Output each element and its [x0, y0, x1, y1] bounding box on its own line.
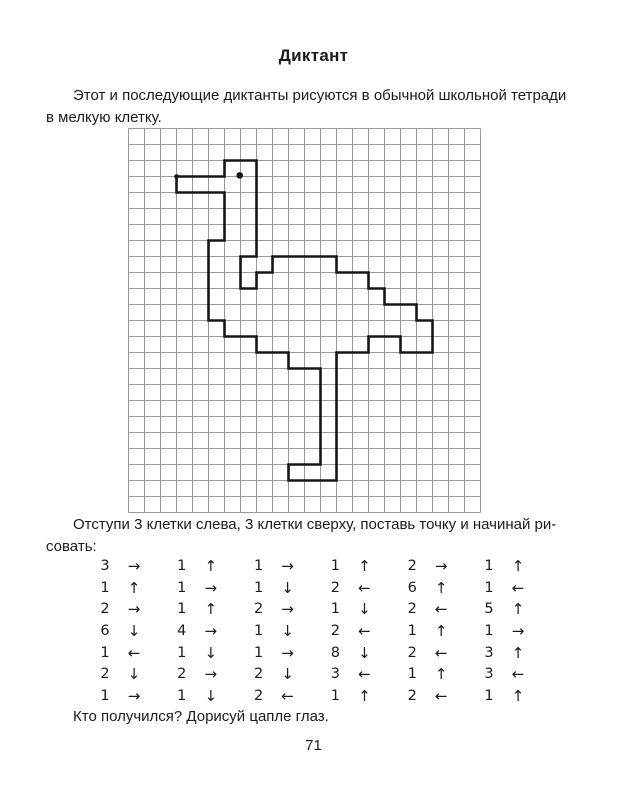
step-count: 2	[407, 557, 417, 574]
dictation-step	[481, 557, 558, 575]
dictation-step	[327, 600, 404, 618]
step-count: 1	[253, 579, 264, 596]
step-count: 1	[484, 579, 494, 596]
dictation-step	[251, 687, 328, 705]
start-point-dot	[174, 174, 179, 179]
dictation-step	[251, 665, 328, 683]
intro-line-1: Этот и последующие диктанты рисуются в обычной школьной тетради	[73, 87, 567, 104]
step-count: 1	[177, 557, 187, 574]
dictation-step	[251, 579, 328, 597]
dictation-step	[327, 665, 404, 683]
step-direction-arrow-icon: ↓	[204, 686, 218, 705]
dictation-grid	[128, 128, 481, 513]
step-count: 1	[253, 557, 264, 574]
dictation-step	[481, 579, 558, 597]
step-direction-arrow-icon: ↓	[127, 621, 141, 640]
dictation-row	[97, 663, 558, 685]
step-count: 1	[100, 579, 110, 596]
step-direction-arrow-icon: ↓	[127, 665, 141, 684]
dictation-step	[481, 644, 558, 662]
dictation-step	[174, 687, 251, 705]
step-direction-arrow-icon: ←	[434, 643, 448, 662]
dictation-step	[251, 557, 328, 575]
dictation-step	[327, 622, 404, 640]
step-direction-arrow-icon: ↑	[127, 578, 141, 597]
dictation-steps-table	[97, 555, 558, 707]
step-count: 2	[177, 666, 187, 683]
dictation-row	[97, 598, 558, 620]
page-number: 71	[305, 737, 322, 754]
dictation-step	[404, 579, 481, 597]
dictation-step	[404, 665, 481, 683]
dictation-step	[97, 579, 174, 597]
step-direction-arrow-icon: ↓	[204, 643, 218, 662]
step-direction-arrow-icon: ←	[127, 643, 141, 662]
dictation-step	[481, 622, 558, 640]
step-direction-arrow-icon: ↓	[358, 600, 371, 619]
dictation-step	[327, 687, 404, 705]
step-direction-arrow-icon: ↑	[511, 686, 525, 705]
step-direction-arrow-icon: →	[434, 556, 448, 575]
step-direction-arrow-icon: ↑	[358, 556, 371, 575]
step-count: 1	[177, 644, 187, 661]
dictation-step	[174, 622, 251, 640]
step-direction-arrow-icon: ↓	[281, 621, 294, 640]
step-direction-arrow-icon: →	[127, 556, 141, 575]
instruction-line-2: совать:	[46, 538, 97, 555]
dictation-step	[404, 622, 481, 640]
dictation-step	[97, 665, 174, 683]
step-count: 1	[330, 687, 340, 704]
step-count: 1	[177, 601, 187, 618]
step-count: 2	[253, 601, 264, 618]
step-direction-arrow-icon: →	[127, 686, 141, 705]
step-count: 2	[100, 601, 110, 618]
step-direction-arrow-icon: ↑	[511, 556, 525, 575]
step-count: 1	[330, 557, 340, 574]
step-direction-arrow-icon: ←	[281, 686, 294, 705]
dictation-step	[327, 644, 404, 662]
step-count: 1	[100, 644, 110, 661]
dictation-step	[174, 600, 251, 618]
intro-line-2: в мелкую клетку.	[46, 109, 162, 126]
step-count: 4	[177, 622, 187, 639]
dictation-step	[481, 687, 558, 705]
step-direction-arrow-icon: →	[204, 665, 218, 684]
dictation-step	[404, 644, 481, 662]
step-count: 8	[330, 644, 340, 661]
step-direction-arrow-icon: →	[281, 600, 294, 619]
step-count: 3	[484, 666, 494, 683]
step-direction-arrow-icon: →	[281, 556, 294, 575]
intro-paragraph	[46, 85, 586, 129]
dictation-step	[327, 557, 404, 575]
step-direction-arrow-icon: ↑	[358, 686, 371, 705]
step-count: 3	[330, 666, 340, 683]
step-count: 1	[330, 601, 340, 618]
page-title: Диктант	[278, 46, 349, 65]
grid-drawing-area	[128, 128, 481, 518]
dictation-step	[174, 557, 251, 575]
dictation-step	[481, 600, 558, 618]
step-direction-arrow-icon: ↓	[281, 665, 294, 684]
dictation-step	[481, 665, 558, 683]
step-direction-arrow-icon: ←	[511, 665, 525, 684]
instruction-paragraph	[46, 514, 586, 558]
step-count: 1	[177, 687, 187, 704]
dictation-row	[97, 685, 558, 707]
dictation-step	[251, 644, 328, 662]
dictation-row	[97, 620, 558, 642]
step-count: 1	[253, 644, 264, 661]
step-count: 5	[484, 601, 494, 618]
step-direction-arrow-icon: ←	[511, 578, 525, 597]
step-direction-arrow-icon: →	[511, 621, 525, 640]
dictation-step	[404, 600, 481, 618]
step-count: 3	[484, 644, 494, 661]
step-direction-arrow-icon: ↑	[204, 556, 218, 575]
step-direction-arrow-icon: ↑	[511, 643, 525, 662]
step-direction-arrow-icon: ↓	[358, 643, 371, 662]
step-count: 2	[253, 687, 264, 704]
dictation-row	[97, 577, 558, 599]
heron-eye-dot	[236, 172, 243, 179]
step-count: 2	[100, 666, 110, 683]
step-direction-arrow-icon: ↑	[511, 600, 525, 619]
step-direction-arrow-icon: ←	[358, 621, 371, 640]
dictation-step	[174, 579, 251, 597]
step-count: 6	[100, 622, 110, 639]
step-direction-arrow-icon: ←	[434, 600, 448, 619]
step-direction-arrow-icon: ↓	[281, 578, 294, 597]
dictation-row	[97, 555, 558, 577]
step-count: 1	[253, 622, 264, 639]
instruction-line-1: Отступи 3 клетки слева, 3 клетки сверху, поставь точку и начинай ри-	[73, 516, 557, 533]
step-count: 2	[407, 687, 417, 704]
dictation-step	[97, 644, 174, 662]
step-direction-arrow-icon: →	[204, 578, 218, 597]
step-direction-arrow-icon: ↑	[434, 621, 448, 640]
step-direction-arrow-icon: ↑	[434, 578, 448, 597]
step-direction-arrow-icon: →	[204, 621, 218, 640]
step-count: 2	[330, 579, 340, 596]
step-direction-arrow-icon: ←	[358, 665, 371, 684]
dictation-step	[174, 644, 251, 662]
step-count: 3	[100, 557, 110, 574]
step-direction-arrow-icon: ↑	[204, 600, 218, 619]
step-direction-arrow-icon: ↑	[434, 665, 448, 684]
dictation-step	[251, 622, 328, 640]
step-count: 1	[484, 687, 494, 704]
dictation-step	[251, 600, 328, 618]
step-count: 2	[407, 644, 417, 661]
step-count: 1	[407, 666, 417, 683]
dictation-step	[174, 665, 251, 683]
step-count: 1	[484, 622, 494, 639]
dictation-step	[97, 622, 174, 640]
dictation-step	[327, 579, 404, 597]
step-direction-arrow-icon: →	[127, 600, 141, 619]
step-count: 2	[407, 601, 417, 618]
step-count: 1	[484, 557, 494, 574]
step-direction-arrow-icon: ←	[434, 686, 448, 705]
dictation-step	[404, 687, 481, 705]
step-count: 6	[407, 579, 417, 596]
dictation-step	[97, 557, 174, 575]
step-count: 2	[330, 622, 340, 639]
question-text: Кто получился? Дорисуй цапле глаз.	[73, 708, 329, 725]
dictation-step	[97, 687, 174, 705]
dictation-step	[97, 600, 174, 618]
step-count: 2	[253, 666, 264, 683]
step-count: 1	[100, 687, 110, 704]
step-count: 1	[177, 579, 187, 596]
step-direction-arrow-icon: ←	[358, 578, 371, 597]
dictation-step	[404, 557, 481, 575]
dictation-row	[97, 642, 558, 664]
step-direction-arrow-icon: →	[281, 643, 294, 662]
step-count: 1	[407, 622, 417, 639]
